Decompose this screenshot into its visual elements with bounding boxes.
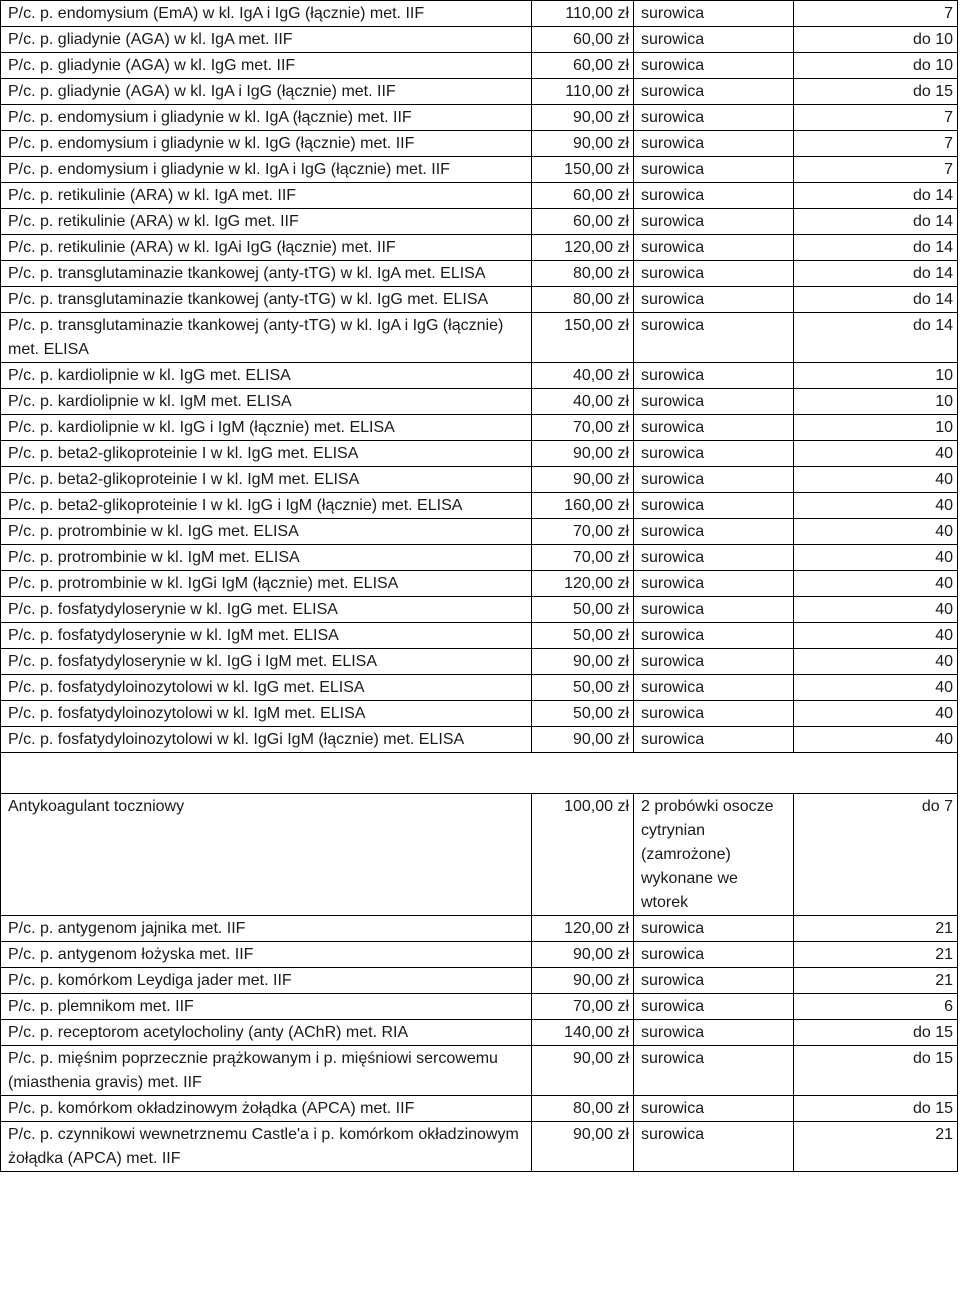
- price-cell: 70,00 zł: [532, 519, 634, 545]
- price-cell: 60,00 zł: [532, 27, 634, 53]
- table-row: [1, 363, 958, 389]
- test-name-cell: P/c. p. gliadynie (AGA) w kl. IgG met. IIF: [1, 53, 532, 79]
- material-cell: surowica: [634, 942, 794, 968]
- turnaround-cell: do 15: [794, 1046, 958, 1096]
- test-name-cell: P/c. p. antygenom jajnika met. IIF: [1, 916, 532, 942]
- material-cell: surowica: [634, 235, 794, 261]
- table-row: [1, 942, 958, 968]
- turnaround-cell: do 14: [794, 261, 958, 287]
- table-row: [1, 1096, 958, 1122]
- price-cell: 140,00 zł: [532, 1020, 634, 1046]
- price-cell: 90,00 zł: [532, 968, 634, 994]
- price-cell: 40,00 zł: [532, 363, 634, 389]
- test-name-cell: P/c. p. protrombinie w kl. IgGi IgM (łącznie) met. ELISA: [1, 571, 532, 597]
- turnaround-cell: do 15: [794, 1020, 958, 1046]
- table-row: [1, 53, 958, 79]
- test-name-cell: P/c. p. fosfatydyloinozytolowi w kl. IgGi IgM (łącznie) met. ELISA: [1, 727, 532, 753]
- price-list-section-a: [1, 1, 958, 753]
- price-cell: 50,00 zł: [532, 701, 634, 727]
- material-cell: surowica: [634, 597, 794, 623]
- material-cell: surowica: [634, 415, 794, 441]
- test-name-cell: P/c. p. czynnikowi wewnetrznemu Castle'a i p. komórkom okładzinowym żołądka (APCA) met. IIF: [1, 1122, 532, 1172]
- section-gap: [1, 753, 958, 794]
- price-cell: 90,00 zł: [532, 1046, 634, 1096]
- test-name-cell: P/c. p. kardiolipnie w kl. IgM met. ELISA: [1, 389, 532, 415]
- material-cell: surowica: [634, 727, 794, 753]
- table-row: [1, 623, 958, 649]
- turnaround-cell: do 10: [794, 27, 958, 53]
- table-row: [1, 131, 958, 157]
- turnaround-cell: 40: [794, 441, 958, 467]
- turnaround-cell: 21: [794, 916, 958, 942]
- material-cell: surowica: [634, 467, 794, 493]
- price-cell: 80,00 zł: [532, 1096, 634, 1122]
- material-cell: surowica: [634, 441, 794, 467]
- price-cell: 40,00 zł: [532, 389, 634, 415]
- test-name-cell: P/c. p. beta2-glikoproteinie I w kl. IgM met. ELISA: [1, 467, 532, 493]
- turnaround-cell: 40: [794, 597, 958, 623]
- turnaround-cell: 40: [794, 545, 958, 571]
- turnaround-cell: 10: [794, 363, 958, 389]
- price-cell: 120,00 zł: [532, 571, 634, 597]
- material-cell: surowica: [634, 105, 794, 131]
- material-cell: surowica: [634, 519, 794, 545]
- test-name-cell: P/c. p. kardiolipnie w kl. IgG met. ELISA: [1, 363, 532, 389]
- price-cell: 160,00 zł: [532, 493, 634, 519]
- turnaround-cell: 7: [794, 131, 958, 157]
- turnaround-cell: 40: [794, 649, 958, 675]
- price-cell: 70,00 zł: [532, 994, 634, 1020]
- turnaround-cell: 10: [794, 389, 958, 415]
- material-cell: surowica: [634, 994, 794, 1020]
- test-name-cell: P/c. p. endomysium i gliadynie w kl. IgG (łącznie) met. IIF: [1, 131, 532, 157]
- price-cell: 120,00 zł: [532, 916, 634, 942]
- table-row: [1, 79, 958, 105]
- table-row: [1, 1122, 958, 1172]
- table-row: [1, 916, 958, 942]
- price-cell: 90,00 zł: [532, 131, 634, 157]
- material-cell: surowica: [634, 157, 794, 183]
- material-cell: surowica: [634, 287, 794, 313]
- test-name-cell: P/c. p. retikulinie (ARA) w kl. IgAi IgG (łącznie) met. IIF: [1, 235, 532, 261]
- test-name-cell: P/c. p. komórkom Leydiga jader met. IIF: [1, 968, 532, 994]
- price-cell: 90,00 zł: [532, 1122, 634, 1172]
- price-cell: 110,00 zł: [532, 1, 634, 27]
- table-row: [1, 287, 958, 313]
- price-cell: 50,00 zł: [532, 597, 634, 623]
- turnaround-cell: 21: [794, 968, 958, 994]
- turnaround-cell: do 14: [794, 235, 958, 261]
- test-name-cell: P/c. p. fosfatydyloserynie w kl. IgG met. ELISA: [1, 597, 532, 623]
- test-name-cell: P/c. p. retikulinie (ARA) w kl. IgA met. IIF: [1, 183, 532, 209]
- price-cell: 80,00 zł: [532, 287, 634, 313]
- table-row: [1, 727, 958, 753]
- test-name-cell: P/c. p. endomysium (EmA) w kl. IgA i IgG (łącznie) met. IIF: [1, 1, 532, 27]
- turnaround-cell: 40: [794, 493, 958, 519]
- test-name-cell: P/c. p. protrombinie w kl. IgM met. ELISA: [1, 545, 532, 571]
- table-row: [1, 794, 958, 916]
- test-name-cell: P/c. p. fosfatydyloinozytolowi w kl. IgG met. ELISA: [1, 675, 532, 701]
- turnaround-cell: 10: [794, 415, 958, 441]
- price-cell: 70,00 zł: [532, 545, 634, 571]
- turnaround-cell: 7: [794, 157, 958, 183]
- turnaround-cell: do 14: [794, 209, 958, 235]
- material-cell: surowica: [634, 916, 794, 942]
- table-row: [1, 105, 958, 131]
- table-row: [1, 519, 958, 545]
- turnaround-cell: 40: [794, 467, 958, 493]
- test-name-cell: P/c. p. plemnikom met. IIF: [1, 994, 532, 1020]
- test-name-cell: P/c. p. fosfatydyloinozytolowi w kl. IgM met. ELISA: [1, 701, 532, 727]
- table-row: [1, 313, 958, 363]
- turnaround-cell: 40: [794, 727, 958, 753]
- test-name-cell: P/c. p. fosfatydyloserynie w kl. IgM met. ELISA: [1, 623, 532, 649]
- price-cell: 80,00 zł: [532, 261, 634, 287]
- price-cell: 110,00 zł: [532, 79, 634, 105]
- table-row: [1, 209, 958, 235]
- material-cell: surowica: [634, 623, 794, 649]
- material-cell: surowica: [634, 701, 794, 727]
- table-row: [1, 235, 958, 261]
- turnaround-cell: do 14: [794, 287, 958, 313]
- test-name-cell: P/c. p. kardiolipnie w kl. IgG i IgM (łącznie) met. ELISA: [1, 415, 532, 441]
- price-cell: 50,00 zł: [532, 623, 634, 649]
- table-row: [1, 467, 958, 493]
- test-name-cell: P/c. p. gliadynie (AGA) w kl. IgA met. IIF: [1, 27, 532, 53]
- table-row: [1, 441, 958, 467]
- turnaround-cell: 6: [794, 994, 958, 1020]
- table-row: [1, 1, 958, 27]
- test-name-cell: P/c. p. transglutaminazie tkankowej (anty-tTG) w kl. IgG met. ELISA: [1, 287, 532, 313]
- test-name-cell: P/c. p. gliadynie (AGA) w kl. IgA i IgG (łącznie) met. IIF: [1, 79, 532, 105]
- turnaround-cell: 40: [794, 675, 958, 701]
- turnaround-cell: 40: [794, 623, 958, 649]
- test-name-cell: P/c. p. komórkom okładzinowym żołądka (APCA) met. IIF: [1, 1096, 532, 1122]
- material-cell: surowica: [634, 27, 794, 53]
- test-name-cell: P/c. p. protrombinie w kl. IgG met. ELISA: [1, 519, 532, 545]
- turnaround-cell: 7: [794, 1, 958, 27]
- price-cell: 120,00 zł: [532, 235, 634, 261]
- test-name-cell: P/c. p. endomysium i gliadynie w kl. IgA (łącznie) met. IIF: [1, 105, 532, 131]
- blank-row: [1, 753, 958, 794]
- price-cell: 150,00 zł: [532, 157, 634, 183]
- table-row: [1, 27, 958, 53]
- price-cell: 90,00 zł: [532, 649, 634, 675]
- price-cell: 150,00 zł: [532, 313, 634, 363]
- turnaround-cell: 40: [794, 571, 958, 597]
- turnaround-cell: do 7: [794, 794, 958, 916]
- price-cell: 70,00 zł: [532, 415, 634, 441]
- material-cell: surowica: [634, 493, 794, 519]
- material-cell: surowica: [634, 1020, 794, 1046]
- material-cell: surowica: [634, 649, 794, 675]
- table-row: [1, 1020, 958, 1046]
- test-name-cell: P/c. p. beta2-glikoproteinie I w kl. IgG met. ELISA: [1, 441, 532, 467]
- turnaround-cell: 21: [794, 1122, 958, 1172]
- test-name-cell: Antykoagulant toczniowy: [1, 794, 532, 916]
- table-row: [1, 994, 958, 1020]
- material-cell: surowica: [634, 261, 794, 287]
- price-cell: 90,00 zł: [532, 727, 634, 753]
- material-cell: surowica: [634, 313, 794, 363]
- price-cell: 90,00 zł: [532, 467, 634, 493]
- table-row: [1, 701, 958, 727]
- test-name-cell: P/c. p. endomysium i gliadynie w kl. IgA i IgG (łącznie) met. IIF: [1, 157, 532, 183]
- table-row: [1, 415, 958, 441]
- price-cell: 90,00 zł: [532, 441, 634, 467]
- material-cell: surowica: [634, 79, 794, 105]
- test-name-cell: P/c. p. mięśnim poprzecznie prążkowanym i p. mięśniowi sercowemu (miasthenia gravis) met. IIF: [1, 1046, 532, 1096]
- test-name-cell: P/c. p. receptorom acetylocholiny (anty (AChR) met. RIA: [1, 1020, 532, 1046]
- table-row: [1, 261, 958, 287]
- table-row: [1, 597, 958, 623]
- material-cell: surowica: [634, 363, 794, 389]
- table-row: [1, 649, 958, 675]
- price-list-section-b: [1, 794, 958, 1172]
- table-row: [1, 1046, 958, 1096]
- price-cell: 60,00 zł: [532, 53, 634, 79]
- price-cell: 60,00 zł: [532, 209, 634, 235]
- turnaround-cell: 21: [794, 942, 958, 968]
- table-row: [1, 183, 958, 209]
- turnaround-cell: 7: [794, 105, 958, 131]
- material-cell: surowica: [634, 209, 794, 235]
- turnaround-cell: do 15: [794, 79, 958, 105]
- material-cell: surowica: [634, 1122, 794, 1172]
- material-cell: surowica: [634, 1, 794, 27]
- price-cell: 100,00 zł: [532, 794, 634, 916]
- material-cell: surowica: [634, 389, 794, 415]
- material-cell: surowica: [634, 545, 794, 571]
- material-cell: surowica: [634, 1096, 794, 1122]
- material-cell: 2 probówki osocze cytrynian (zamrożone) wykonane we wtorek: [634, 794, 794, 916]
- price-cell: 90,00 zł: [532, 942, 634, 968]
- table-row: [1, 389, 958, 415]
- material-cell: surowica: [634, 183, 794, 209]
- material-cell: surowica: [634, 675, 794, 701]
- price-cell: 90,00 zł: [532, 105, 634, 131]
- test-name-cell: P/c. p. transglutaminazie tkankowej (anty-tTG) w kl. IgA met. ELISA: [1, 261, 532, 287]
- turnaround-cell: do 14: [794, 313, 958, 363]
- test-name-cell: P/c. p. beta2-glikoproteinie I w kl. IgG i IgM (łącznie) met. ELISA: [1, 493, 532, 519]
- turnaround-cell: do 10: [794, 53, 958, 79]
- test-name-cell: P/c. p. antygenom łożyska met. IIF: [1, 942, 532, 968]
- table-row: [1, 571, 958, 597]
- turnaround-cell: do 15: [794, 1096, 958, 1122]
- table-row: [1, 675, 958, 701]
- table-row: [1, 968, 958, 994]
- turnaround-cell: 40: [794, 519, 958, 545]
- table-row: [1, 157, 958, 183]
- turnaround-cell: 40: [794, 701, 958, 727]
- price-cell: 50,00 zł: [532, 675, 634, 701]
- table-row: [1, 545, 958, 571]
- material-cell: surowica: [634, 571, 794, 597]
- table-row: [1, 493, 958, 519]
- material-cell: surowica: [634, 131, 794, 157]
- test-name-cell: P/c. p. transglutaminazie tkankowej (anty-tTG) w kl. IgA i IgG (łącznie) met. ELISA: [1, 313, 532, 363]
- material-cell: surowica: [634, 53, 794, 79]
- turnaround-cell: do 14: [794, 183, 958, 209]
- price-cell: 60,00 zł: [532, 183, 634, 209]
- test-name-cell: P/c. p. retikulinie (ARA) w kl. IgG met. IIF: [1, 209, 532, 235]
- material-cell: surowica: [634, 1046, 794, 1096]
- test-name-cell: P/c. p. fosfatydyloserynie w kl. IgG i IgM met. ELISA: [1, 649, 532, 675]
- material-cell: surowica: [634, 968, 794, 994]
